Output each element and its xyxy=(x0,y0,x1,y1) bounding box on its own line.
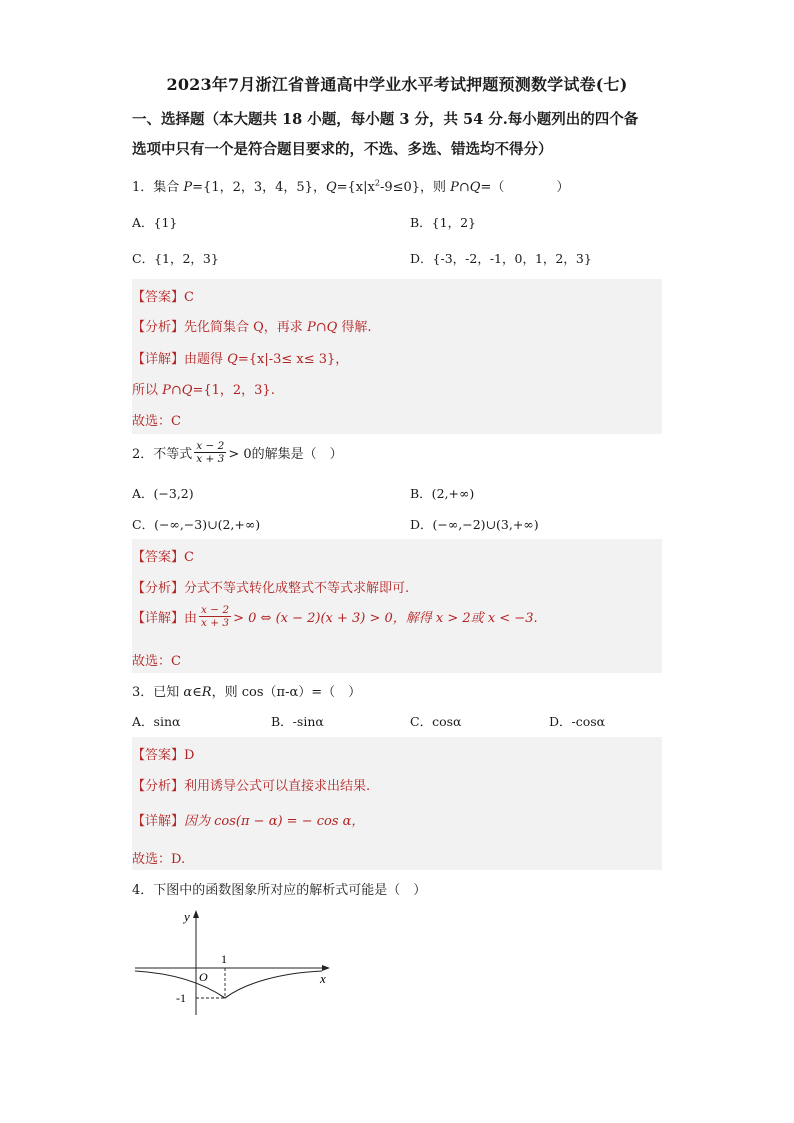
q1-detail-line2: 所以 P∩Q={1，2，3}. xyxy=(132,383,275,398)
q1-stem: 1．集合 P={1，2，3，4，5}，$Q=\{x|x^2-9\le 0\}$，则 P∩Q=（ ） xyxy=(132,178,570,195)
section-heading-line2: 选项中只有一个是符合题目要求的，不选、多选、错选均不得分） xyxy=(132,141,553,158)
q3-option-c: C．cosα xyxy=(410,714,462,729)
q2-choose: 故选：C xyxy=(132,654,181,669)
x-axis-label: x xyxy=(320,971,326,986)
q3-stem: 3．已知 α∈R，则 cos（π-α）=（ ） xyxy=(132,685,362,700)
function-curve xyxy=(135,971,322,998)
y-axis-arrow xyxy=(193,910,199,918)
q1-option-d: D．{-3，-2，-1，0，1，2，3} xyxy=(410,251,592,266)
tick-label-one: 1 xyxy=(221,952,227,966)
q3-solution-box xyxy=(132,737,662,870)
q2-detail: 【详解】由 $\frac{x - 2}{x + 3}$ > 0 ⇔ (x − 2)(x + 3) > 0，解得 x > 2或 x < −3. xyxy=(132,604,538,629)
tick-label-neg-one: -1 xyxy=(176,991,186,1005)
q3-option-a: A．sinα xyxy=(132,714,181,729)
q2-stem: 2．不等式 $\frac{x - 2}{x + 3}$ > 0的解集是（ ） xyxy=(132,440,343,465)
q3-option-b: B．-sinα xyxy=(271,714,324,729)
q1-option-b: B．{1，2} xyxy=(410,215,476,230)
q3-answer: 【答案】D xyxy=(132,748,195,763)
q1-option-a: A．{1} xyxy=(132,215,178,230)
q2-option-a: A．(−3,2) xyxy=(132,486,194,501)
q2-option-b: B．(2,+∞) xyxy=(410,486,475,501)
q1-option-c: C．{1，2，3} xyxy=(132,251,219,266)
q3-choose: 故选：D. xyxy=(132,852,186,867)
q2-answer: 【答案】C xyxy=(132,550,194,565)
y-axis-label: y xyxy=(184,909,190,924)
q2-option-d: D．(−∞,−2)∪(3,+∞) xyxy=(410,517,539,532)
page-title: 2023年7月浙江省普通高中学业水平考试押题预测数学试卷(七) xyxy=(166,75,628,94)
q2-option-c: C．(−∞,−3)∪(2,+∞) xyxy=(132,517,261,532)
q1-choose: 故选：C xyxy=(132,414,181,429)
section-heading-line1: 一、选择题（本大题共 18 小题，每小题 3 分，共 54 分.每小题列出的四个备 xyxy=(132,111,639,128)
q1-detail: 【详解】由题得 Q={x|-3≤ x≤ 3}， xyxy=(132,352,349,367)
q3-analysis: 【分析】利用诱导公式可以直接求出结果. xyxy=(132,779,371,794)
q3-detail: 【详解】因为 cos(π − α) = − cos α， xyxy=(132,814,365,829)
function-graph xyxy=(130,905,340,1020)
origin-label: O xyxy=(199,970,208,984)
q2-analysis: 【分析】分式不等式转化成整式不等式求解即可. xyxy=(132,581,410,596)
q3-option-d: D．-cosα xyxy=(549,714,606,729)
q1-answer: 【答案】C xyxy=(132,290,194,305)
q4-stem: 4．下图中的函数图象所对应的解析式可能是（ ） xyxy=(132,883,427,898)
q1-analysis: 【分析】先化简集合 Q，再求 P∩Q 得解. xyxy=(132,320,372,335)
